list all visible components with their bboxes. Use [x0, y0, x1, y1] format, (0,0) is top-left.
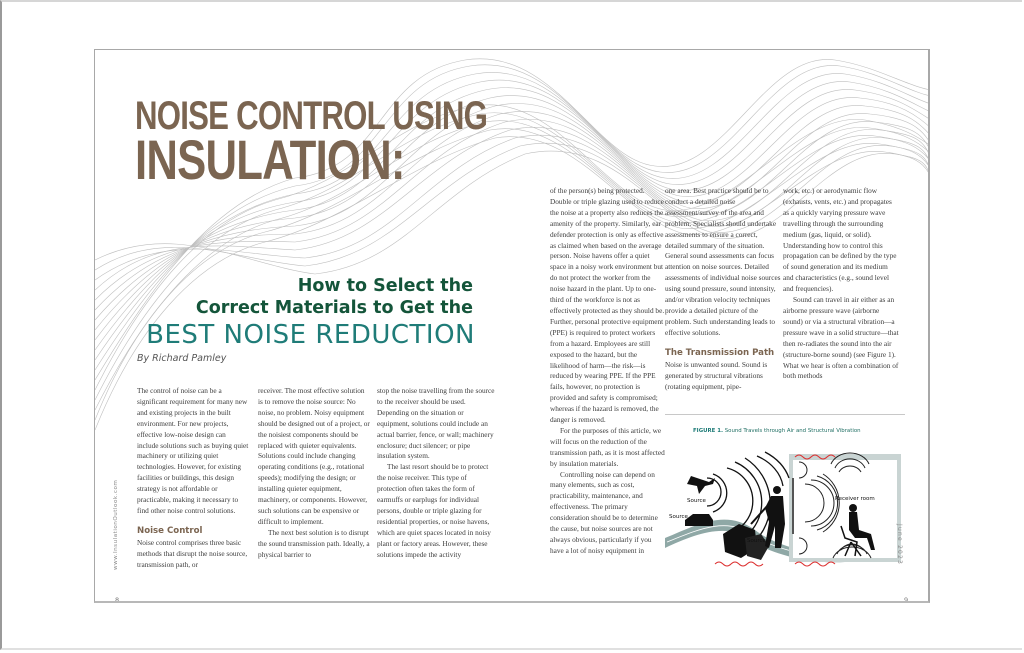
- paragraph: of the person(s) being protected. Double or triple glazing used to reduce the noise at a property also reduces the amenity of the property. Similarly, ear defender protection is only as effective as claimed when based on the average person. Noise havens offer a quiet space in a noisy work environment but do not protect the worker from the noise hazard in the plant. Up to one-third of the workforce is not as effectively protected as they should be. Further, personal protective equipment (PPE) is required to protect workers from a hazard. Employees are still exposed to the hazard, but the likelihood of harm—the risk—is reduced by wearing PPE. If the PPE fails, however, no protection is provided and safety is compromised; whereas if the hazard is removed, the danger is removed.: [550, 186, 665, 425]
- subtitle-line-1: How to Select the: [297, 276, 473, 296]
- byline: By Richard Pamley: [137, 353, 227, 364]
- paragraph: one area. Best practice should be to conduct a detailed noise assessment/survey of the area and problem. Specialists should undertake assessments to ensure a correct, detailed summary of the situation. General sound assessments can focus attention on noise sources. Detailed assessments of individual noise sources using sound pressure, sound intensity, and/or vibration velocity techniques provide a detailed picture of the problem. Such understanding leads to effective solutions.: [665, 186, 781, 337]
- section-heading-transmission-path: The Transmission Path: [665, 347, 775, 358]
- subtitle-line-3: BEST NOISE REDUCTION: [146, 320, 475, 350]
- website-url: www.InsulationOutlook.com: [113, 479, 119, 570]
- paragraph: Noise is unwanted sound. Sound is generated by structural vibrations (rotating equipment, pipe-: [665, 359, 768, 391]
- article-title: [135, 94, 488, 191]
- text-column-1: [137, 386, 249, 571]
- text-column-4: [550, 186, 666, 557]
- paragraph: stop the noise travelling from the source to the receiver should be used. Depending on the situation or equipment, solutions could include an actual barrier, fence, or wall; machinery enclosure; duct silencer; or pipe insulation system.: [377, 386, 495, 461]
- issue-date: June 2023: [896, 524, 903, 566]
- paragraph: Sound can travel in air either as an airborne pressure wave (airborne sound) or via a structural vibration—a pressure wave in a solid structure—that then re-radiates the sound into the air (structure-borne sound) (see Figure 1). What we hear is often a combination of both methods: [783, 295, 899, 381]
- subtitle-line-2: Correct Materials to Get the: [195, 298, 473, 318]
- title-line-1: NOISE CONTROL USING: [135, 94, 488, 138]
- paragraph: work, etc.) or aerodynamic flow (exhausts, vents, etc.) and propagates as a quickly varying pressure wave travelling through the surrounding medium (gas, liquid, or solid). Understanding how to control this propagation can be defined by the type of sound generation and its medium and characteristics (e.g., sound level and frequencies).: [783, 186, 897, 294]
- paragraph: The next best solution is to disrupt the sound transmission path. Ideally, a physical barrier to: [258, 527, 370, 559]
- paragraph: Controlling noise can depend on many elements, such as cost, practicability, maintenance, and effectiveness. The primary consideration should be to determine the cause, but noise sources are not always obvious, particularly if you have a lot of noisy equipment in: [550, 469, 658, 555]
- figure-caption: [693, 428, 861, 434]
- sound-transmission-illustration: [665, 438, 905, 578]
- paragraph: Noise control comprises three basic methods that disrupt the noise source, transmission path, or: [137, 537, 248, 569]
- paragraph: The control of noise can be a significant requirement for many new and existing projects in the built environment. For new projects, effective low-noise design can include solutions such as buying quiet machinery or utilizing quiet technologies. However, for existing facilities or buildings, this design strategy is not affordable or practicable, making it necessary to find other noise control solutions.: [137, 386, 249, 515]
- label-source-plane: Source: [687, 498, 706, 504]
- text-column-3: [377, 386, 495, 561]
- page-number-right: 9: [904, 596, 909, 603]
- label-source-car: Source: [669, 514, 688, 520]
- text-column-2: [258, 386, 370, 561]
- label-source-worker: Source: [747, 538, 766, 544]
- section-heading-noise-control: Noise Control: [137, 525, 203, 536]
- title-line-2: INSULATION:: [135, 128, 405, 191]
- page-number-left: 8: [115, 596, 120, 603]
- figure-1: [665, 422, 905, 582]
- magazine-spread: [94, 49, 930, 603]
- label-receiver-room: Receiver room: [835, 496, 875, 502]
- paragraph: For the purposes of this article, we will focus on the reduction of the transmission path, as it is most affected by insulation materials.: [550, 425, 665, 468]
- figure-label: FIGURE 1.: [693, 428, 723, 434]
- article-subtitle: [146, 275, 473, 351]
- figure-caption-text: Sound Travels through Air and Structural Vibration: [724, 428, 861, 434]
- text-column-6: [783, 186, 899, 382]
- paragraph: receiver. The most effective solution is to remove the noise source: No noise, no problem. Noisy equipment should be designed out of a project, or the noisiest components should be replaced with quieter equivalents. Solutions could include changing operating conditions (e.g., rotational speeds); modifying the design; or installing quieter equipment, machinery, or components. However, such solutions can be expensive or difficult to implement.: [258, 386, 370, 526]
- figure-divider: [665, 414, 905, 415]
- text-column-5: [665, 186, 781, 392]
- paragraph: The last resort should be to protect the noise receiver. This type of protection often takes the form of earmuffs or earplugs for individual persons, double or triple glazing for residential properties, or noise havens, which are quiet spaces located in noisy plant or factory areas. However, these solutions impede the activity: [377, 462, 491, 559]
